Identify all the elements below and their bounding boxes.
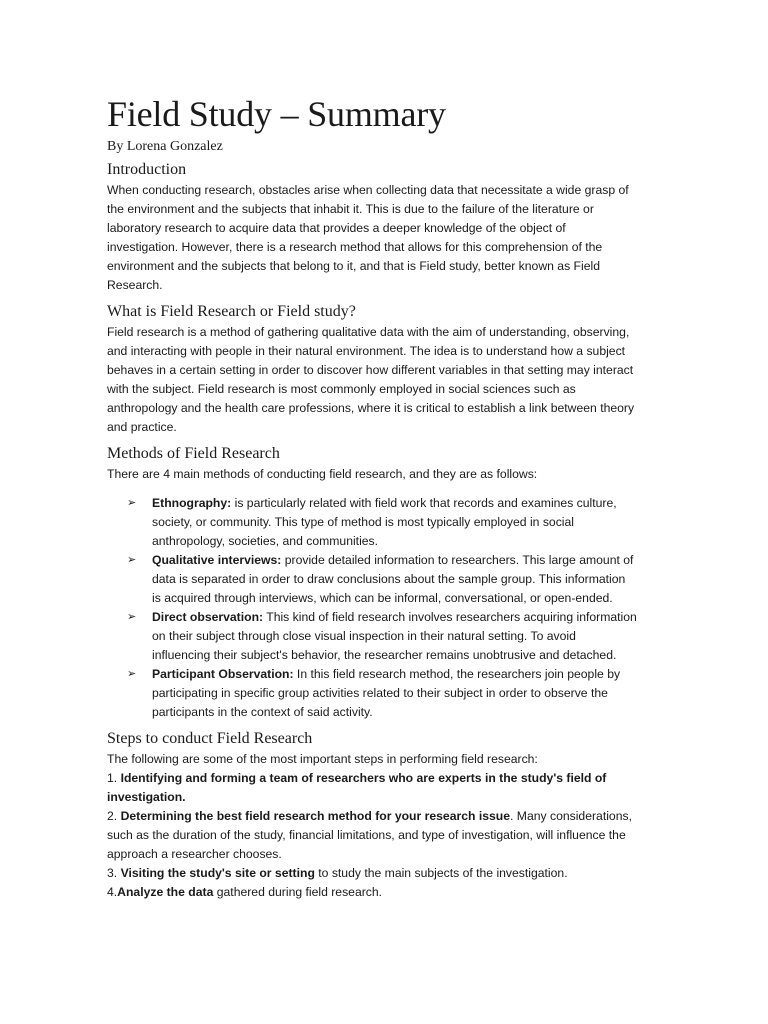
paragraph-what-is-field-research: Field research is a method of gathering qualitative data with the aim of understanding, observing, and interacting with people in their natural environment. The idea is to understand how a subject behaves in a certain setting in order to discover how different variables in that setting may interact with the subject. Field research is most commonly employed in social sciences such as anthropology and the health care professions, where it is critical to establish a link between theory and practice. [107, 325, 635, 434]
paragraph-methods-intro: There are 4 main methods of conducting field research, and they are as follows: [107, 467, 538, 481]
steps-section [107, 750, 637, 902]
list-item [107, 665, 637, 722]
heading-introduction: Introduction [107, 161, 187, 178]
step-item [107, 883, 637, 902]
method-text: In this field research method, the researchers join people by participating in specific group activities related to their subject in order to observe the participants in the context of said activity. [152, 667, 621, 719]
arrow-bullet-icon: ➢ [127, 668, 137, 680]
step-item [107, 807, 637, 864]
step-item [107, 864, 637, 883]
step-number: 3. [107, 866, 121, 880]
method-term: Participant Observation: [152, 667, 294, 681]
heading-methods: Methods of Field Research [107, 445, 280, 462]
method-text: provide detailed information to researchers. This large amount of data is separated in order to draw conclusions about the sample group. This information is acquired through interviews, which can be informal, conversational, or open-ended. [152, 553, 634, 605]
document-page [107, 92, 637, 902]
step-bold: Visiting the study's site or setting [120, 866, 315, 880]
method-term: Direct observation: [152, 610, 264, 624]
paragraph-steps-intro: The following are some of the most important steps in performing field research: [107, 752, 538, 766]
step-number: 4. [107, 885, 118, 899]
step-bold: Analyze the data [117, 885, 214, 899]
paragraph-introduction: When conducting research, obstacles arise when collecting data that necessitate a wide grasp of the environment and the subjects that inhabit it. This is due to the failure of the literature or laboratory research to acquire data that provides a deeper knowledge of the object of investigation. However, there is a research method that allows for this comprehension of the environment and the subjects that belong to it, and that is Field study, better known as Field Research. [107, 183, 629, 292]
method-text: This kind of field research involves researchers acquiring information on their subject through close visual inspection in their natural setting. To avoid influencing their subject's behavior, the researcher remains unobtrusive and detached. [152, 610, 637, 662]
byline: By Lorena Gonzalez [107, 139, 223, 154]
list-item [107, 494, 637, 551]
step-text: to study the main subjects of the investigation. [314, 866, 568, 880]
heading-what-is-field-research: What is Field Research or Field study? [107, 303, 356, 320]
step-number: 1. [107, 771, 121, 785]
step-number: 2. [107, 809, 121, 823]
step-text: gathered during field research. [213, 885, 383, 899]
list-item [107, 608, 637, 665]
step-item [107, 769, 637, 807]
step-text: . Many considerations, such as the duration of the study, financial limitations, and type of investigation, will influence the approach a researcher chooses. [107, 809, 632, 861]
arrow-bullet-icon: ➢ [127, 497, 137, 509]
list-item [107, 551, 637, 608]
method-term: Ethnography: [152, 496, 232, 510]
page-title: Field Study – Summary [107, 94, 446, 134]
heading-steps: Steps to conduct Field Research [107, 730, 313, 747]
method-term: Qualitative interviews: [152, 553, 282, 567]
methods-list [107, 494, 637, 722]
step-bold: Determining the best field research method for your research issue [120, 809, 511, 823]
arrow-bullet-icon: ➢ [127, 611, 137, 623]
method-text: is particularly related with field work that records and examines culture, society, or community. This type of method is most typically employed in social anthropology, societies, and communities. [152, 496, 617, 548]
step-bold: Identifying and forming a team of researchers who are experts in the study's field of investigation. [107, 771, 607, 804]
arrow-bullet-icon: ➢ [127, 554, 137, 566]
